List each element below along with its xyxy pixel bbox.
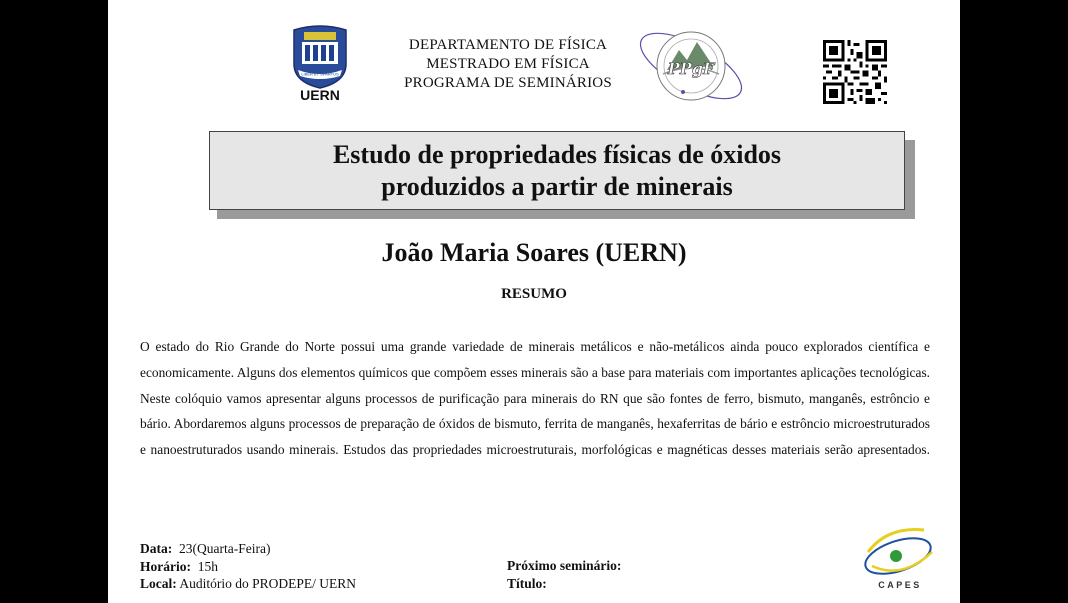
- title-line-2: produzidos a partir de minerais: [381, 171, 733, 201]
- place-label: Local:: [140, 576, 177, 591]
- place-row: [140, 575, 356, 593]
- title-line-1: Estudo de propriedades físicas de óxidos: [332, 139, 782, 169]
- date-value: 23(Quarta-Feira): [179, 541, 271, 556]
- place-value: Auditório do PRODEPE/ UERN: [179, 576, 357, 591]
- qr-code-icon: [823, 40, 887, 104]
- dept-line-2: MESTRADO EM FÍSICA: [426, 56, 590, 72]
- next-seminar: [507, 557, 621, 592]
- next-title-label: Título:: [507, 575, 547, 591]
- dept-line-1: DEPARTAMENTO DE FÍSICA: [408, 37, 608, 53]
- abstract-text: O estado do Rio Grande do Norte possui uma grande variedade de minerais metálicos e não-metálicos ainda pouco explorados científica e economicamente. Alguns dos elementos químicos que compõem esses minerais são a base para materiais com importantes aplicações tecnológicas. Neste colóquio vamos apresentar alguns processos de purificação para minerais do RN que são fontes de ferro, bismuto, manganês, estrôncio e bário. Abordaremos alguns processos de preparação de óxidos de bismuto, ferrita de manganês, hexaferritas de bário e estrôncio microestruturados e nanoestruturados usando minerais. Estudos das propriedades microestruturais, morfológicas e magnéticas desses materiais serão apresentados.: [140, 339, 930, 458]
- time-label: Horário:: [140, 558, 191, 574]
- title-box: [209, 131, 905, 210]
- time-row: [140, 558, 356, 576]
- dept-line-3: PROGRAMA DE SEMINÁRIOS: [404, 75, 612, 91]
- ppgf-logo: [633, 24, 751, 110]
- resumo-heading: RESUMO: [501, 286, 567, 302]
- uern-logo-text: UERN: [300, 87, 340, 102]
- capes-emblem-icon: [858, 522, 940, 594]
- capes-logo-text: CAPES: [878, 580, 922, 590]
- seminar-poster: [108, 0, 960, 603]
- svg-text:LIBER ET SPARTUS: LIBER ET SPARTUS: [301, 71, 339, 77]
- event-info: [140, 540, 356, 593]
- date-label: Data:: [140, 541, 173, 556]
- time-value: 15h: [197, 558, 218, 574]
- ppgf-logo-text: PPgF: [667, 59, 715, 78]
- uern-logo: [290, 24, 350, 102]
- department-header: [368, 36, 648, 93]
- ppgf-emblem-icon: [633, 24, 751, 110]
- date-row: [140, 540, 356, 558]
- author: João Maria Soares (UERN): [381, 238, 687, 267]
- next-seminar-label: Próximo seminário:: [507, 558, 622, 573]
- uern-shield-icon: [290, 24, 350, 102]
- capes-logo: [858, 522, 940, 594]
- qr-code: [823, 40, 887, 104]
